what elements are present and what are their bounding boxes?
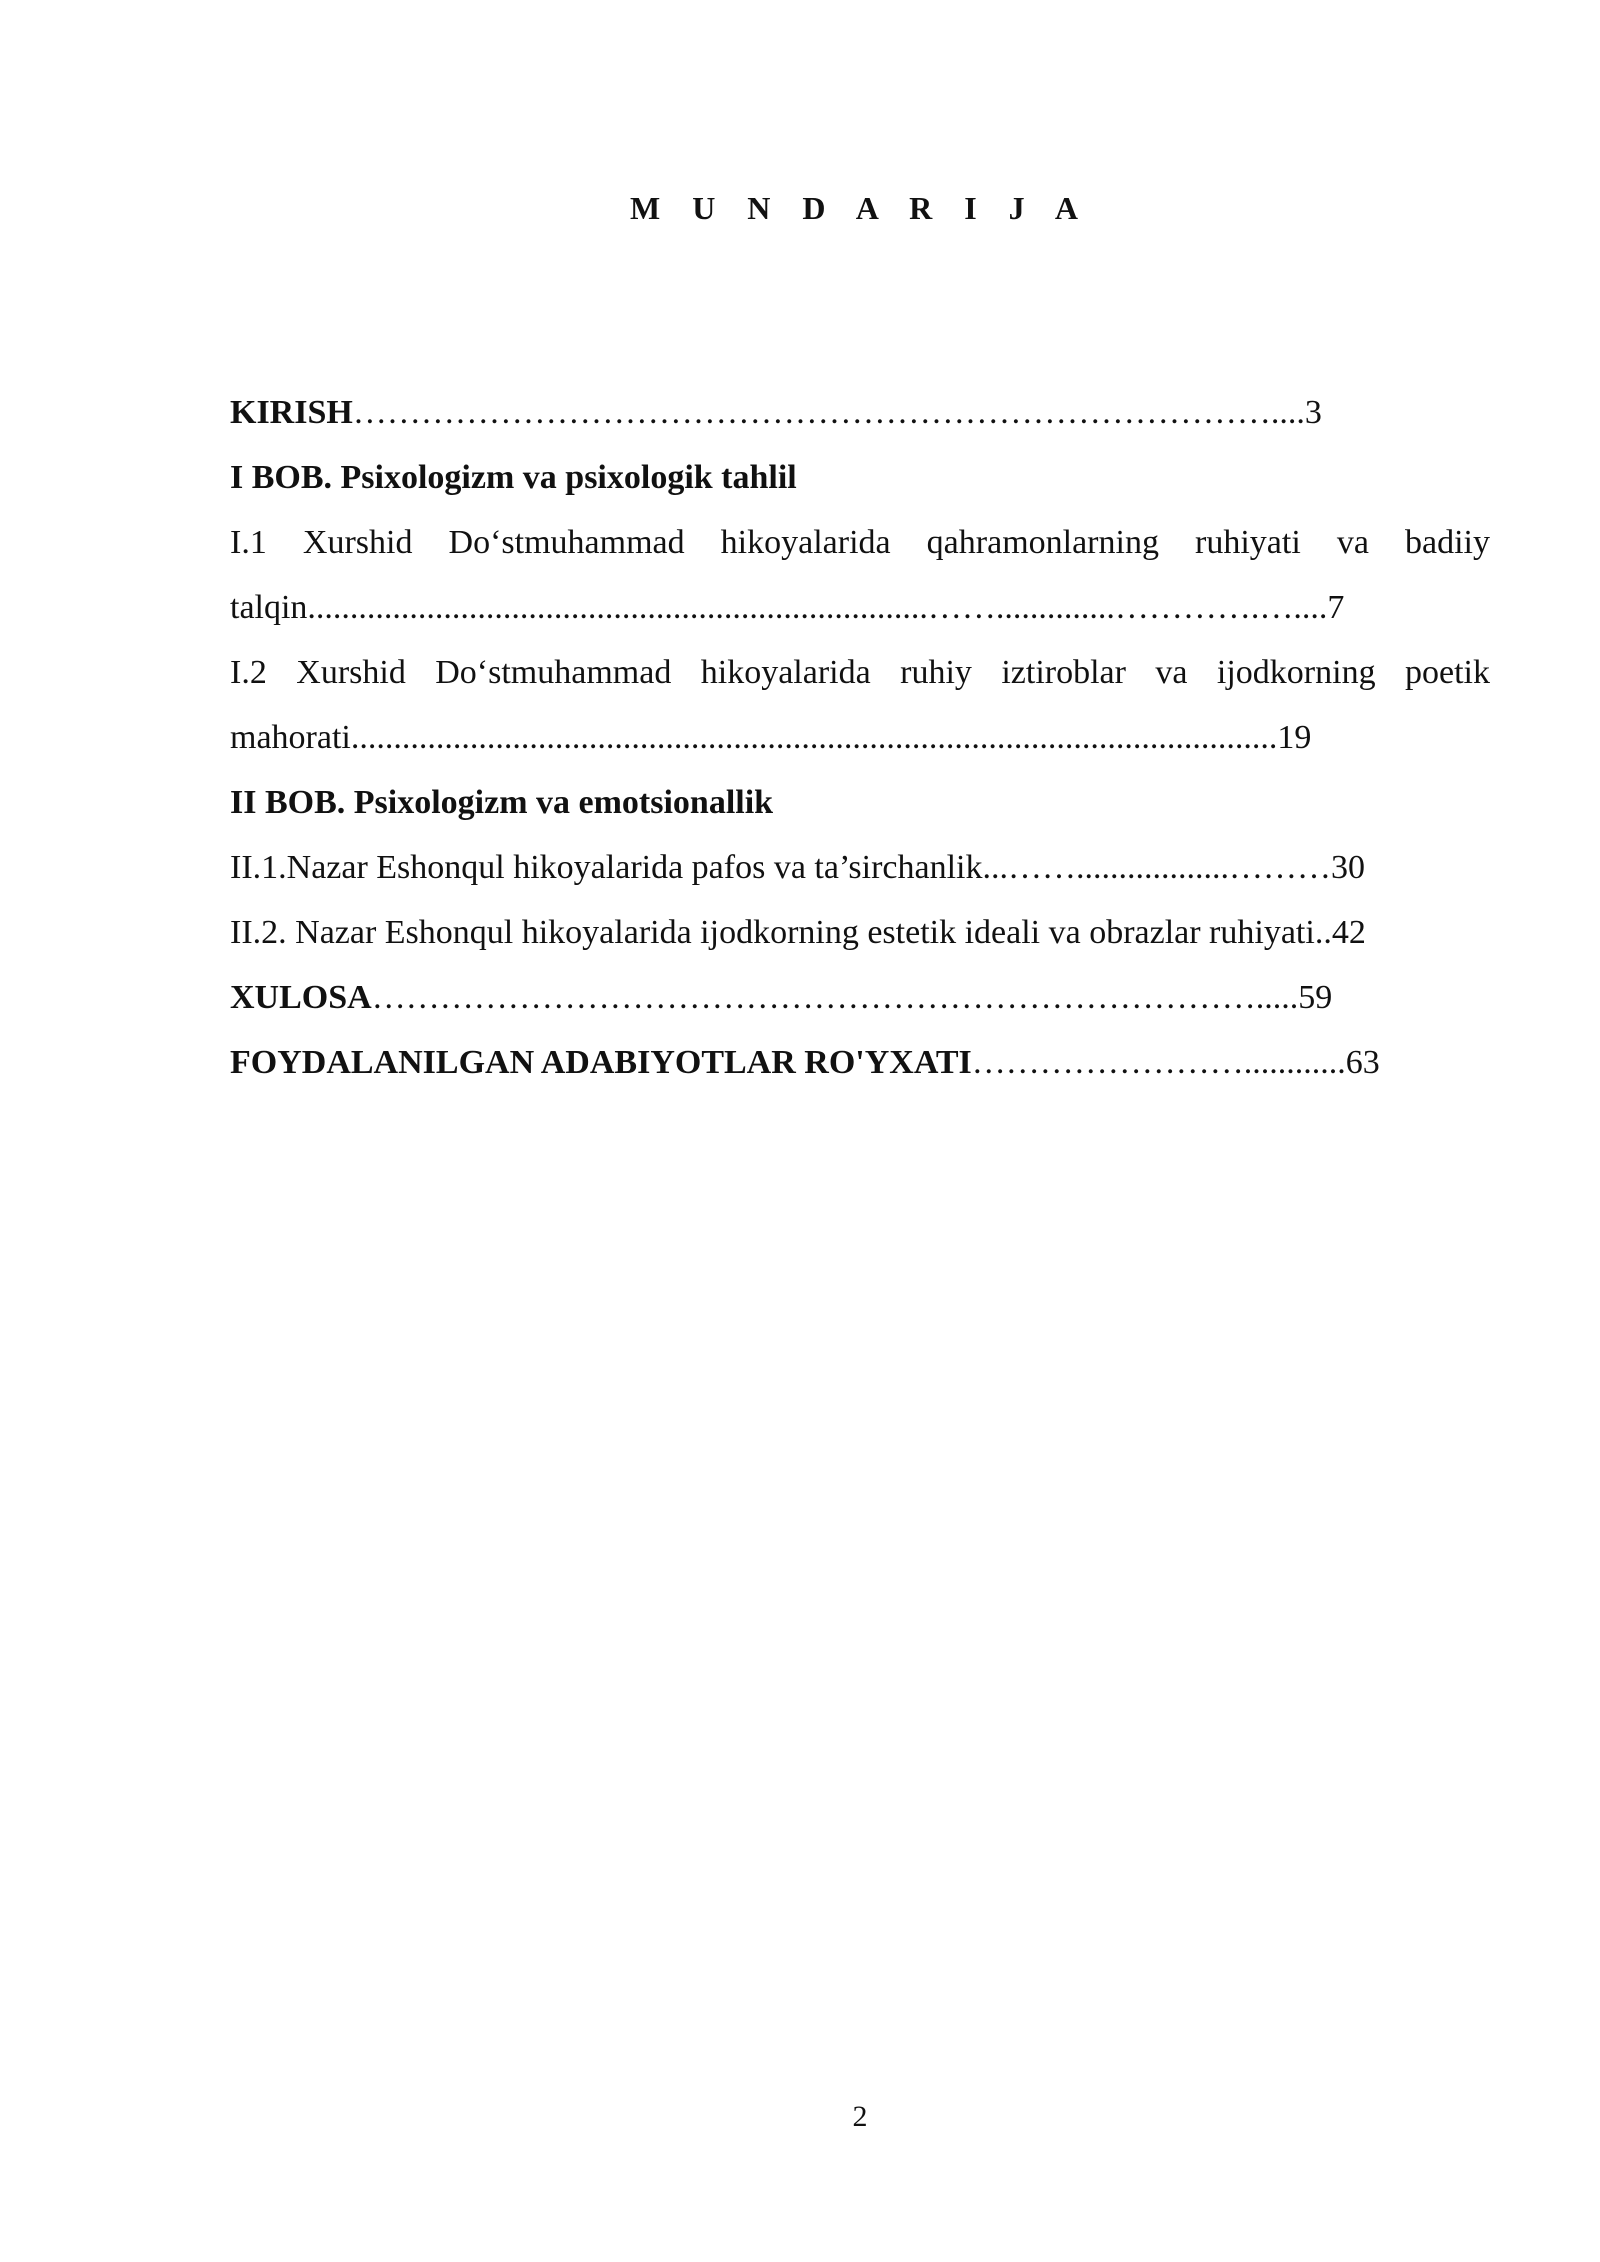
toc-entry-label: XULOSA — [230, 979, 372, 1016]
toc-entry-1-2-page: mahorati.............................................................................................................19 — [230, 719, 1312, 756]
toc-entry-1-2: I.2 Xurshid Do‘stmuhammad hikoyalarida ruhiy iztiroblar va ijodkorning poetik — [230, 654, 1490, 691]
toc-entry-1-1: I.1 Xurshid Do‘stmuhammad hikoyalarida qahramonlarning ruhiyati va badiiy — [230, 524, 1490, 561]
toc-entry-leader: …………………………………………………………………….....59 — [371, 979, 1333, 1016]
toc-chapter-1: I BOB. Psixologizm va psixologik tahlil — [230, 459, 797, 496]
toc-entry-2-1: II.1.Nazar Eshonqul hikoyalarida pafos va ta’sirchanlik...……..................………30 — [230, 849, 1365, 886]
toc-entry-leader: ……………………............63 — [971, 1044, 1380, 1081]
toc-chapter-2: II BOB. Psixologizm va emotsionallik — [230, 784, 774, 821]
toc-entry-leader: ………………………………………………………………………....3 — [352, 394, 1322, 431]
toc-entry-1-1-page: talqin.........................................................................……..............………….…....7 — [230, 589, 1345, 626]
toc-entry-xulosa — [230, 965, 1490, 1030]
toc-entry-label: KIRISH — [230, 394, 353, 431]
page-number: 2 — [852, 2100, 868, 2133]
page-title: M U N D A R I J A — [629, 190, 1090, 226]
toc-entry-2-2: II.2. Nazar Eshonqul hikoyalarida ijodkorning estetik ideali va obrazlar ruhiyati..42 — [230, 914, 1366, 951]
toc-entry-label: FOYDALANILGAN ADABIYOTLAR RO'YXATI — [230, 1044, 972, 1081]
table-of-contents — [230, 380, 1490, 1095]
toc-entry-adabiyot — [230, 1030, 1490, 1095]
toc-entry-kirish — [230, 380, 1490, 445]
